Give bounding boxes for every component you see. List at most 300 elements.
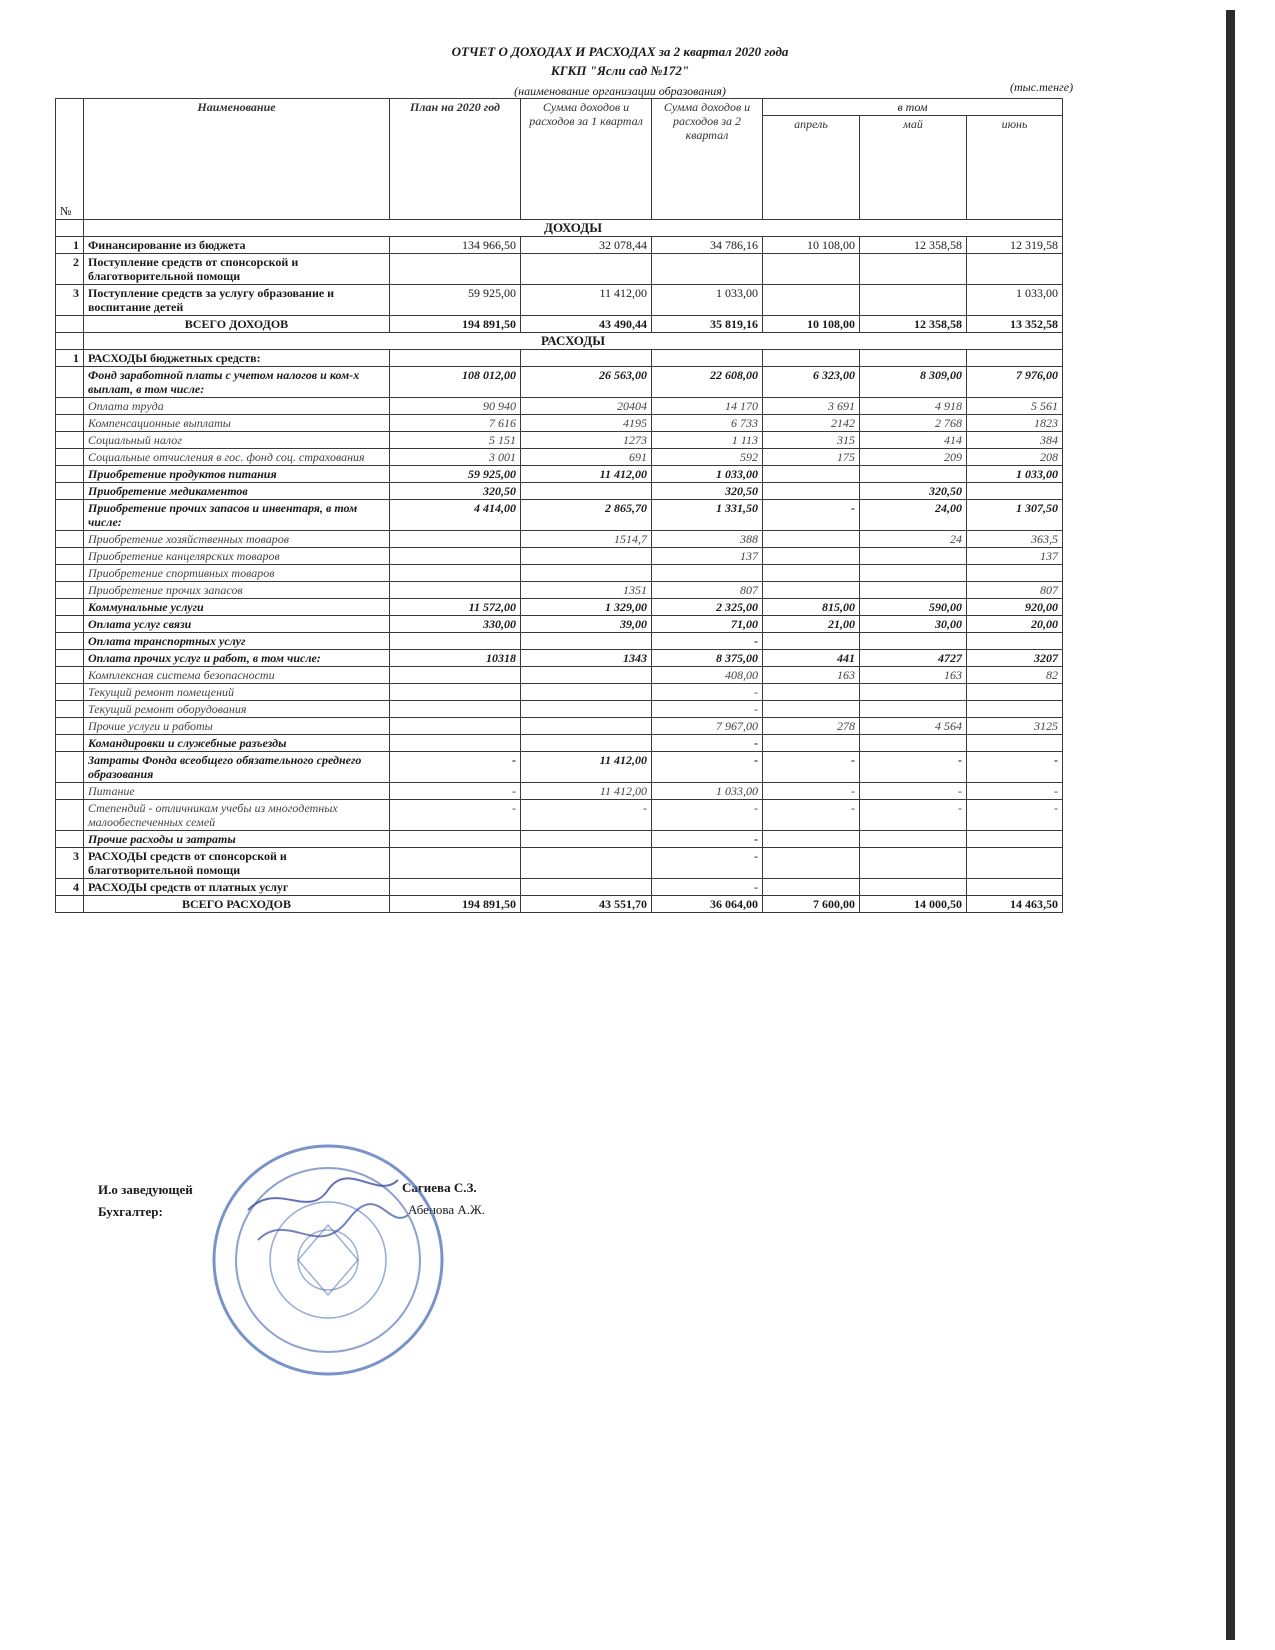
cell-may: 12 358,58: [860, 237, 967, 254]
cell-jun: 82: [967, 667, 1063, 684]
cell-q2: -: [652, 735, 763, 752]
cell-q1: [521, 718, 652, 735]
cell-jun: [967, 879, 1063, 896]
cell-q1: 32 078,44: [521, 237, 652, 254]
total-jun: 13 352,58: [967, 316, 1063, 333]
cell-jun: 137: [967, 548, 1063, 565]
organization-name: КГКП "Ясли сад №172": [550, 63, 690, 78]
cell-plan: [390, 531, 521, 548]
total-apr: 7 600,00: [763, 896, 860, 913]
cell-may: 8 309,00: [860, 367, 967, 398]
cell-may: [860, 735, 967, 752]
row-number: [56, 735, 84, 752]
row-name: Поступление средств от спонсорской и благотворительной помощи: [84, 254, 390, 285]
cell-jun: [967, 350, 1063, 367]
cell-jun: [967, 848, 1063, 879]
cell-q1: 11 412,00: [521, 285, 652, 316]
cell-q1: 11 412,00: [521, 783, 652, 800]
table-row: [56, 752, 1063, 783]
row-number: [56, 367, 84, 398]
cell-q2: 71,00: [652, 616, 763, 633]
cell-plan: [390, 565, 521, 582]
row-name: Приобретение продуктов питания: [84, 466, 390, 483]
total-q2: 35 819,16: [652, 316, 763, 333]
cell-q2: 592: [652, 449, 763, 466]
table-row: [56, 415, 1063, 432]
row-name: Оплата труда: [84, 398, 390, 415]
row-number: [56, 599, 84, 616]
cell-apr: 278: [763, 718, 860, 735]
cell-q2: 408,00: [652, 667, 763, 684]
cell-jun: 5 561: [967, 398, 1063, 415]
row-name: Текущий ремонт оборудования: [84, 701, 390, 718]
row-number: [56, 831, 84, 848]
table-row: [56, 483, 1063, 500]
cell-apr: [763, 565, 860, 582]
cell-may: [860, 350, 967, 367]
cell-apr: 163: [763, 667, 860, 684]
organization-stamp: [208, 1140, 448, 1380]
cell-q1: [521, 483, 652, 500]
row-name: РАСХОДЫ бюджетных средств:: [84, 350, 390, 367]
table-row: [56, 466, 1063, 483]
cell-may: [860, 548, 967, 565]
cell-q1: 20404: [521, 398, 652, 415]
table-row: [56, 800, 1063, 831]
cell-may: [860, 466, 967, 483]
cell-apr: [763, 548, 860, 565]
cell-apr: [763, 285, 860, 316]
organization-note: (наименование организации образования): [514, 84, 726, 98]
cell-apr: [763, 483, 860, 500]
cell-plan: [390, 831, 521, 848]
report-title: ОТЧЕТ О ДОХОДАХ И РАСХОДАХ за 2 квартал 2020 года: [451, 44, 789, 59]
cell-apr: [763, 701, 860, 718]
cell-apr: -: [763, 752, 860, 783]
table-row: [56, 432, 1063, 449]
row-number: [56, 415, 84, 432]
header-q2: Сумма доходов и расходов за 2 квартал: [652, 99, 763, 220]
cell-apr: 815,00: [763, 599, 860, 616]
cell-jun: -: [967, 783, 1063, 800]
cell-q1: -: [521, 800, 652, 831]
cell-apr: 315: [763, 432, 860, 449]
cell-jun: 807: [967, 582, 1063, 599]
cell-may: -: [860, 783, 967, 800]
row-number: [56, 752, 84, 783]
row-name: Затраты Фонда всеобщего обязательного среднего образования: [84, 752, 390, 783]
cell-may: 4727: [860, 650, 967, 667]
header-q1: Сумма доходов и расходов за 1 квартал: [521, 99, 652, 220]
cell-apr: [763, 582, 860, 599]
table-row: [56, 449, 1063, 466]
cell-jun: [967, 565, 1063, 582]
cell-q2: 807: [652, 582, 763, 599]
cell-q2: -: [652, 848, 763, 879]
cell-may: 24,00: [860, 500, 967, 531]
cell-q1: 1343: [521, 650, 652, 667]
header-in-that: в том: [763, 99, 1063, 116]
cell-q1: [521, 667, 652, 684]
row-name: Фонд заработной платы с учетом налогов и ком-х выплат, в том числе:: [84, 367, 390, 398]
cell-plan: [390, 718, 521, 735]
total-q2: 36 064,00: [652, 896, 763, 913]
header-no: №: [56, 99, 84, 220]
cell-jun: 20,00: [967, 616, 1063, 633]
income-section-title: ДОХОДЫ: [84, 220, 1063, 237]
expenses-section-title: РАСХОДЫ: [84, 333, 1063, 350]
total-label: ВСЕГО РАСХОДОВ: [84, 896, 390, 913]
cell-q1: 11 412,00: [521, 752, 652, 783]
table-row: [56, 565, 1063, 582]
cell-plan: 7 616: [390, 415, 521, 432]
cell-plan: 59 925,00: [390, 466, 521, 483]
scan-edge-bar: [1226, 10, 1235, 1640]
cell-may: 590,00: [860, 599, 967, 616]
table-row: [56, 599, 1063, 616]
row-number: [56, 565, 84, 582]
cell-may: 320,50: [860, 483, 967, 500]
row-name: Приобретение спортивных товаров: [84, 565, 390, 582]
cell-may: -: [860, 752, 967, 783]
cell-plan: [390, 582, 521, 599]
table-row: [56, 398, 1063, 415]
cell-jun: 3125: [967, 718, 1063, 735]
cell-may: 414: [860, 432, 967, 449]
cell-may: [860, 879, 967, 896]
row-name: РАСХОДЫ средств от платных услуг: [84, 879, 390, 896]
row-name: Оплата услуг связи: [84, 616, 390, 633]
cell-plan: [390, 684, 521, 701]
cell-jun: -: [967, 752, 1063, 783]
cell-q1: [521, 831, 652, 848]
table-row: [56, 684, 1063, 701]
cell-apr: [763, 350, 860, 367]
cell-plan: 4 414,00: [390, 500, 521, 531]
row-number: [56, 650, 84, 667]
cell-plan: -: [390, 752, 521, 783]
cell-jun: [967, 735, 1063, 752]
row-number: [56, 684, 84, 701]
table-row: [56, 718, 1063, 735]
cell-jun: 920,00: [967, 599, 1063, 616]
cell-plan: 11 572,00: [390, 599, 521, 616]
cell-q2: -: [652, 684, 763, 701]
table-row: [56, 735, 1063, 752]
total-may: 14 000,50: [860, 896, 967, 913]
cell-apr: -: [763, 500, 860, 531]
table-row: [56, 237, 1063, 254]
cell-jun: 7 976,00: [967, 367, 1063, 398]
table-row: [56, 285, 1063, 316]
cell-may: -: [860, 800, 967, 831]
expenses-section-row: [56, 333, 1063, 350]
cell-q1: [521, 879, 652, 896]
row-name: Комплексная система безопасности: [84, 667, 390, 684]
cell-q1: [521, 701, 652, 718]
header-plan: План на 2020 год: [390, 99, 521, 220]
row-number: 1: [56, 350, 84, 367]
cell-plan: 3 001: [390, 449, 521, 466]
row-name: Приобретение хозяйственных товаров: [84, 531, 390, 548]
cell-q1: 1 329,00: [521, 599, 652, 616]
cell-apr: -: [763, 800, 860, 831]
table-row: [56, 367, 1063, 398]
cell-plan: [390, 701, 521, 718]
cell-q1: 2 865,70: [521, 500, 652, 531]
cell-q2: [652, 254, 763, 285]
row-number: [56, 398, 84, 415]
table-row: [56, 350, 1063, 367]
cell-q2: 34 786,16: [652, 237, 763, 254]
cell-jun: 1 033,00: [967, 285, 1063, 316]
cell-apr: [763, 831, 860, 848]
cell-q2: 14 170: [652, 398, 763, 415]
total-row: [56, 896, 1063, 913]
cell-q2: -: [652, 831, 763, 848]
cell-may: [860, 285, 967, 316]
cell-may: [860, 565, 967, 582]
cell-apr: 175: [763, 449, 860, 466]
cell-jun: 1 033,00: [967, 466, 1063, 483]
units-label: (тыс.тенге): [1010, 80, 1074, 94]
table-row: [56, 254, 1063, 285]
accountant-label: Бухгалтер:: [98, 1204, 163, 1219]
cell-q1: [521, 633, 652, 650]
row-name: Компенсационные выплаты: [84, 415, 390, 432]
row-name: Приобретение канцелярских товаров: [84, 548, 390, 565]
row-name: Оплата транспортных услуг: [84, 633, 390, 650]
row-name: Коммунальные услуги: [84, 599, 390, 616]
cell-plan: 108 012,00: [390, 367, 521, 398]
row-number: [56, 500, 84, 531]
cell-q2: 1 113: [652, 432, 763, 449]
total-apr: 10 108,00: [763, 316, 860, 333]
cell-q1: 4195: [521, 415, 652, 432]
cell-q1: [521, 254, 652, 285]
total-label: ВСЕГО ДОХОДОВ: [84, 316, 390, 333]
cell-apr: [763, 735, 860, 752]
row-number: [56, 483, 84, 500]
cell-apr: [763, 879, 860, 896]
row-number: 1: [56, 237, 84, 254]
row-number: [56, 701, 84, 718]
cell-jun: [967, 831, 1063, 848]
cell-apr: 441: [763, 650, 860, 667]
cell-apr: 6 323,00: [763, 367, 860, 398]
cell-jun: [967, 483, 1063, 500]
table-row: [56, 701, 1063, 718]
cell-q1: 26 563,00: [521, 367, 652, 398]
row-number: 4: [56, 879, 84, 896]
cell-apr: -: [763, 783, 860, 800]
cell-plan: [390, 254, 521, 285]
row-number: [56, 667, 84, 684]
row-name: Социальный налог: [84, 432, 390, 449]
cell-q1: [521, 684, 652, 701]
row-name: Финансирование из бюджета: [84, 237, 390, 254]
cell-apr: 21,00: [763, 616, 860, 633]
total-q1: 43 551,70: [521, 896, 652, 913]
total-plan: 194 891,50: [390, 896, 521, 913]
cell-jun: 384: [967, 432, 1063, 449]
row-name: Поступление средств за услугу образование и воспитание детей: [84, 285, 390, 316]
row-name: Оплата прочих услуг и работ, в том числе:: [84, 650, 390, 667]
cell-apr: 2142: [763, 415, 860, 432]
total-jun: 14 463,50: [967, 896, 1063, 913]
row-number: [56, 531, 84, 548]
cell-q1: 691: [521, 449, 652, 466]
cell-jun: 1823: [967, 415, 1063, 432]
header-name: Наименование: [84, 99, 390, 220]
cell-q1: [521, 848, 652, 879]
cell-q1: [521, 735, 652, 752]
row-name: Приобретение прочих запасов: [84, 582, 390, 599]
cell-q2: 388: [652, 531, 763, 548]
row-name: Питание: [84, 783, 390, 800]
cell-may: 24: [860, 531, 967, 548]
cell-plan: [390, 548, 521, 565]
total-plan: 194 891,50: [390, 316, 521, 333]
row-number: [56, 432, 84, 449]
cell-may: 4 564: [860, 718, 967, 735]
cell-plan: -: [390, 783, 521, 800]
cell-apr: 10 108,00: [763, 237, 860, 254]
cell-may: [860, 701, 967, 718]
row-name: Текущий ремонт помещений: [84, 684, 390, 701]
header-row: [56, 99, 1063, 116]
row-number: [56, 783, 84, 800]
row-name: РАСХОДЫ средств от спонсорской и благотворительной помощи: [84, 848, 390, 879]
header-june: июнь: [967, 116, 1063, 220]
table-row: [56, 667, 1063, 684]
cell-plan: [390, 667, 521, 684]
cell-q2: -: [652, 800, 763, 831]
cell-q2: 6 733: [652, 415, 763, 432]
cell-may: [860, 848, 967, 879]
head-name: Сагиева С.З.: [402, 1180, 477, 1195]
cell-jun: -: [967, 800, 1063, 831]
header-may: май: [860, 116, 967, 220]
row-name: Прочие расходы и затраты: [84, 831, 390, 848]
row-name: Социальные отчисления в гос. фонд соц. страхования: [84, 449, 390, 466]
accountant-name: Абенова А.Ж.: [408, 1202, 485, 1217]
cell-plan: [390, 848, 521, 879]
row-number: [56, 466, 84, 483]
table-row: [56, 783, 1063, 800]
table-row: [56, 650, 1063, 667]
cell-may: [860, 831, 967, 848]
total-q1: 43 490,44: [521, 316, 652, 333]
total-row: [56, 316, 1063, 333]
cell-plan: 330,00: [390, 616, 521, 633]
cell-q2: 1 033,00: [652, 466, 763, 483]
cell-q2: 8 375,00: [652, 650, 763, 667]
cell-plan: 5 151: [390, 432, 521, 449]
row-number: [56, 800, 84, 831]
row-name: Степендий - отличникам учебы из многодетных малообеспеченных семей: [84, 800, 390, 831]
cell-q1: [521, 565, 652, 582]
row-number: [56, 449, 84, 466]
table-row: [56, 848, 1063, 879]
cell-jun: [967, 633, 1063, 650]
cell-jun: [967, 254, 1063, 285]
report-table: [55, 98, 1063, 913]
cell-q2: 1 033,00: [652, 285, 763, 316]
table-row: [56, 531, 1063, 548]
cell-jun: 3207: [967, 650, 1063, 667]
cell-q1: 39,00: [521, 616, 652, 633]
cell-q2: [652, 565, 763, 582]
cell-apr: [763, 633, 860, 650]
table-row: [56, 831, 1063, 848]
row-name: Приобретение прочих запасов и инвентаря, в том числе:: [84, 500, 390, 531]
cell-q1: 1351: [521, 582, 652, 599]
head-label: И.о заведующей: [98, 1182, 193, 1197]
cell-jun: [967, 701, 1063, 718]
cell-q1: [521, 548, 652, 565]
row-number: [56, 718, 84, 735]
cell-may: [860, 633, 967, 650]
cell-may: 163: [860, 667, 967, 684]
cell-plan: [390, 735, 521, 752]
cell-plan: [390, 879, 521, 896]
row-number: [56, 616, 84, 633]
cell-may: [860, 684, 967, 701]
cell-jun: [967, 684, 1063, 701]
row-number: 3: [56, 848, 84, 879]
cell-plan: 59 925,00: [390, 285, 521, 316]
report-table-body: [56, 99, 1063, 913]
cell-apr: 3 691: [763, 398, 860, 415]
cell-q2: 22 608,00: [652, 367, 763, 398]
cell-plan: [390, 350, 521, 367]
table-row: [56, 548, 1063, 565]
row-name: Командировки и служебные разъезды: [84, 735, 390, 752]
cell-jun: 12 319,58: [967, 237, 1063, 254]
cell-apr: [763, 466, 860, 483]
table-row: [56, 582, 1063, 599]
cell-apr: [763, 254, 860, 285]
cell-jun: 363,5: [967, 531, 1063, 548]
cell-q1: [521, 350, 652, 367]
row-name: Приобретение медикаментов: [84, 483, 390, 500]
cell-apr: [763, 531, 860, 548]
row-number: 2: [56, 254, 84, 285]
cell-plan: 90 940: [390, 398, 521, 415]
cell-q2: -: [652, 633, 763, 650]
cell-q2: -: [652, 879, 763, 896]
cell-may: 2 768: [860, 415, 967, 432]
cell-q2: -: [652, 752, 763, 783]
cell-q1: 1514,7: [521, 531, 652, 548]
cell-plan: [390, 633, 521, 650]
row-number: 3: [56, 285, 84, 316]
header-april: апрель: [763, 116, 860, 220]
cell-may: 209: [860, 449, 967, 466]
cell-q2: 7 967,00: [652, 718, 763, 735]
cell-q2: 320,50: [652, 483, 763, 500]
row-name: Прочие услуги и работы: [84, 718, 390, 735]
cell-apr: [763, 684, 860, 701]
cell-q2: [652, 350, 763, 367]
cell-q2: -: [652, 701, 763, 718]
cell-plan: 134 966,50: [390, 237, 521, 254]
cell-jun: 208: [967, 449, 1063, 466]
cell-plan: -: [390, 800, 521, 831]
cell-q2: 1 033,00: [652, 783, 763, 800]
table-row: [56, 616, 1063, 633]
